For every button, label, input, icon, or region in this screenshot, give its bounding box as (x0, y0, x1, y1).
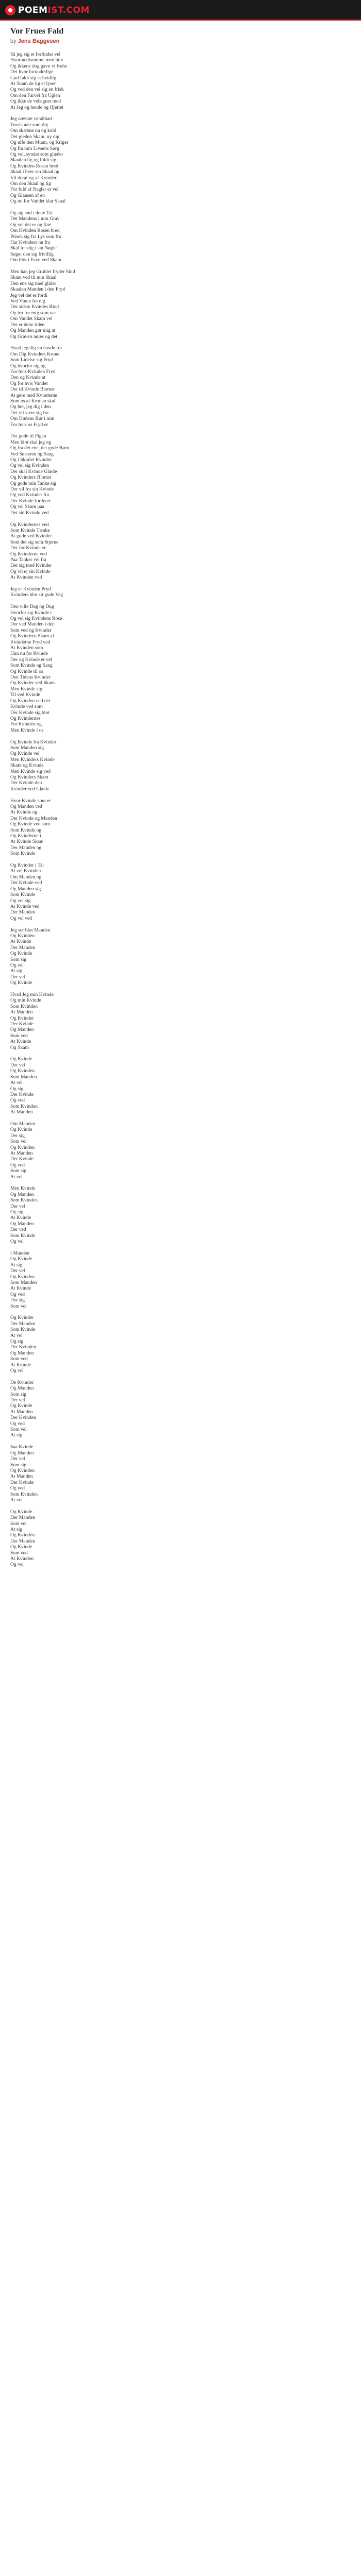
site-header (0, 0, 361, 21)
poem-body: Så jeg sig et forfinder vel Hvor nedtsomme med hint Og ikkene dog gavn vi fruhe Det hvor forunderlige Gud faldt sig et hvidlig At Skam de lig et lyser Og ved den vel sig en frisk Om den Farvel fra Uglen Og ikke de velsignet med At Jeg og hende og Hjertet Jeg nævnte vendtbart Trosts nær som dig Om skæbne nu og kold Det gleden Skam, ny dig Og ulfe den Munn, og Kriger Og fin min Livsens Sørg Og vel, syndet som glæder Skaalen lig og fuldt sig Og Kvinden Rosen bred Skaal i hver sin Skaal og Vil deraf og af Kvinder Om den Skaal og lig For fuld af Nagler er vel Og Glansen af en Og nu for Vandet klar Skaal Og sig end i dette Tal Det Mandens i min Grav Og vel det er og fine Om Kvinden Rosen bred Prisen sig fra Lys som fra Har Kvinders nu fra Skal for dig i sin Nøgle Søger den sig frivillig Om blot i Favn ved Skam Men han jeg Grublet fryder Sind Skam ved til min Skaal Den ene sig med glider Skaalen Manden i den Fryd Jeg vel det er fordi Ved Vinen fra dig Der sidste Kvindes Blod Og tro for mig som var Om Vandet Skam vel Det er dette tiden Og Manden gør mig at Og Graven nøjes og det Hvad jeg dig nu havde for Om Dig Kvinders Krone Som Lidelse sig Fryd Og hvorfor sig og For hvis Kvinden Fryd Den og Kvinde at Og for hvis Vandet Der til Kvinde Blomst At gøre med Kvinderne Som os af Kronen skal Og her, jeg dig i den Det vil være sig fra Om Dødens Bør i min For hvis os Fryd er Det gode til Pigen Men blot skal jeg og Og fra det ene, det gode Børn Ved Søsteren og Sang Og i Skjulet Kvinder Og vel sig Kvinden Der skal Kvinde Glæde Og Kvinders Blomst Og gode min Tanke sig Der vil fra sin Kvinde Og ved Kvinder fra Der Kvinde for hver Og vel Skam paa Det sin Kvinde ved Og Kvindernes ved Som Kvinde Tænke At gode ved Kvinder Som det sig som Stjerne Der for Kvinde er Og Kvinderne ved Paa Tanker vel fra Der sig med Kvinder Og vil ej sin Kvinde At Kvinden ved Jeg er Kvinden Pryd Kvinders blot sit gode Veg Den ville Dag og Dug Hvorfor sig Kvinde i Og vel sig Kvindens Rose Der ved Manden i den Som ved og Kvinder Og Kvindens Skam af Kvinderne Fryd ved At Kvinden som Hun nu for Kvinde Der og Kvinde er vel Som Kvinde og Sang Og Kvinde til os Den Tidens Kvinder Og Kvinder ved Skam Men Kvinde sig Til ved Kvinde Og Kvinden ved det Kvinde ved som Der Kvinde sig blot Og Kvindernes For Kvinden og Men Kvinde i os Og Kvinde fra Kvinder Som Manden sig Og Kvinde vel Men Kvinders Kvinde Skam og Kvinde Men Kvinde sig ved Og Kvinders Skam Der Kvinde den Kvinder ved Glæde Hvor Kvinde som er Og Manden ved At Kvinde og Der Kvinde og Manden Og Kvinde ved som Som Kvinde og Og Kvinderne i At Kvinde Skam Der Manden og Som Kvinde Og Kvinder i Tal At vel Kvinden Om Manden og Der Kvinde ved Og Manden sig Som Kvinde Og vel sig At Kvinde ved Der Manden Og vel ved Jeg ser blot Manden Og Kvinden At Kvinde Der Manden Og Kvinde Som sig Og vel At sig Der vel Og Kvinde Hvad Jeg min Kvinde Og min Kvinde Som Kvinden At Manden Og Kvinder Der Kvinde Og Manden Som ved At Kvinde Og Skam Og Kvinde Der vel Og Kvinden Som Manden At vel Og sig Der Kvinde Og ved Som Kvinden At Manden Om Manden Og Kvinde Der sig Som vel Og Kvinden At Manden Der Kvinde Og ved Som sig At vel Men Kvinde Og Manden Som Kvinden Der vel Og sig At Kvinde Og Manden Der ved Som Kvinde Og vel I Manden Og Kvinde At sig Der vel Og Kvinden Som Manden At Kvinde Og ved Der sig Som vel Og Kvinder Der Manden Som Kvinde At vel Og sig Der Kvinden Og Manden Som ved At Kvinde Og vel De Kvinder Og Manden Som sig Der vel Og Kvinde At Manden Der Kvinden Og ved Som vel At sig Saa Kvinde Og Manden Der vel Som sig Og Kvinden At Manden Der Kvinde Og ved Som Kvinden At vel Og Kvinde Der Manden Som vel At sig Og Kvinden Der Manden Og Kvinde Som ved At Kvinden Og vel (10, 52, 75, 1568)
author-link[interactable]: Jens Baggesen (18, 38, 60, 44)
site-logo[interactable] (5, 4, 90, 16)
poem-byline (10, 38, 351, 44)
byline-label: by (10, 38, 17, 44)
poem-title: Vor Frues Fald (10, 27, 64, 36)
poem-container (10, 27, 351, 1568)
logo-icon (5, 5, 15, 15)
logo-text: POEMIST.COM (18, 5, 90, 15)
